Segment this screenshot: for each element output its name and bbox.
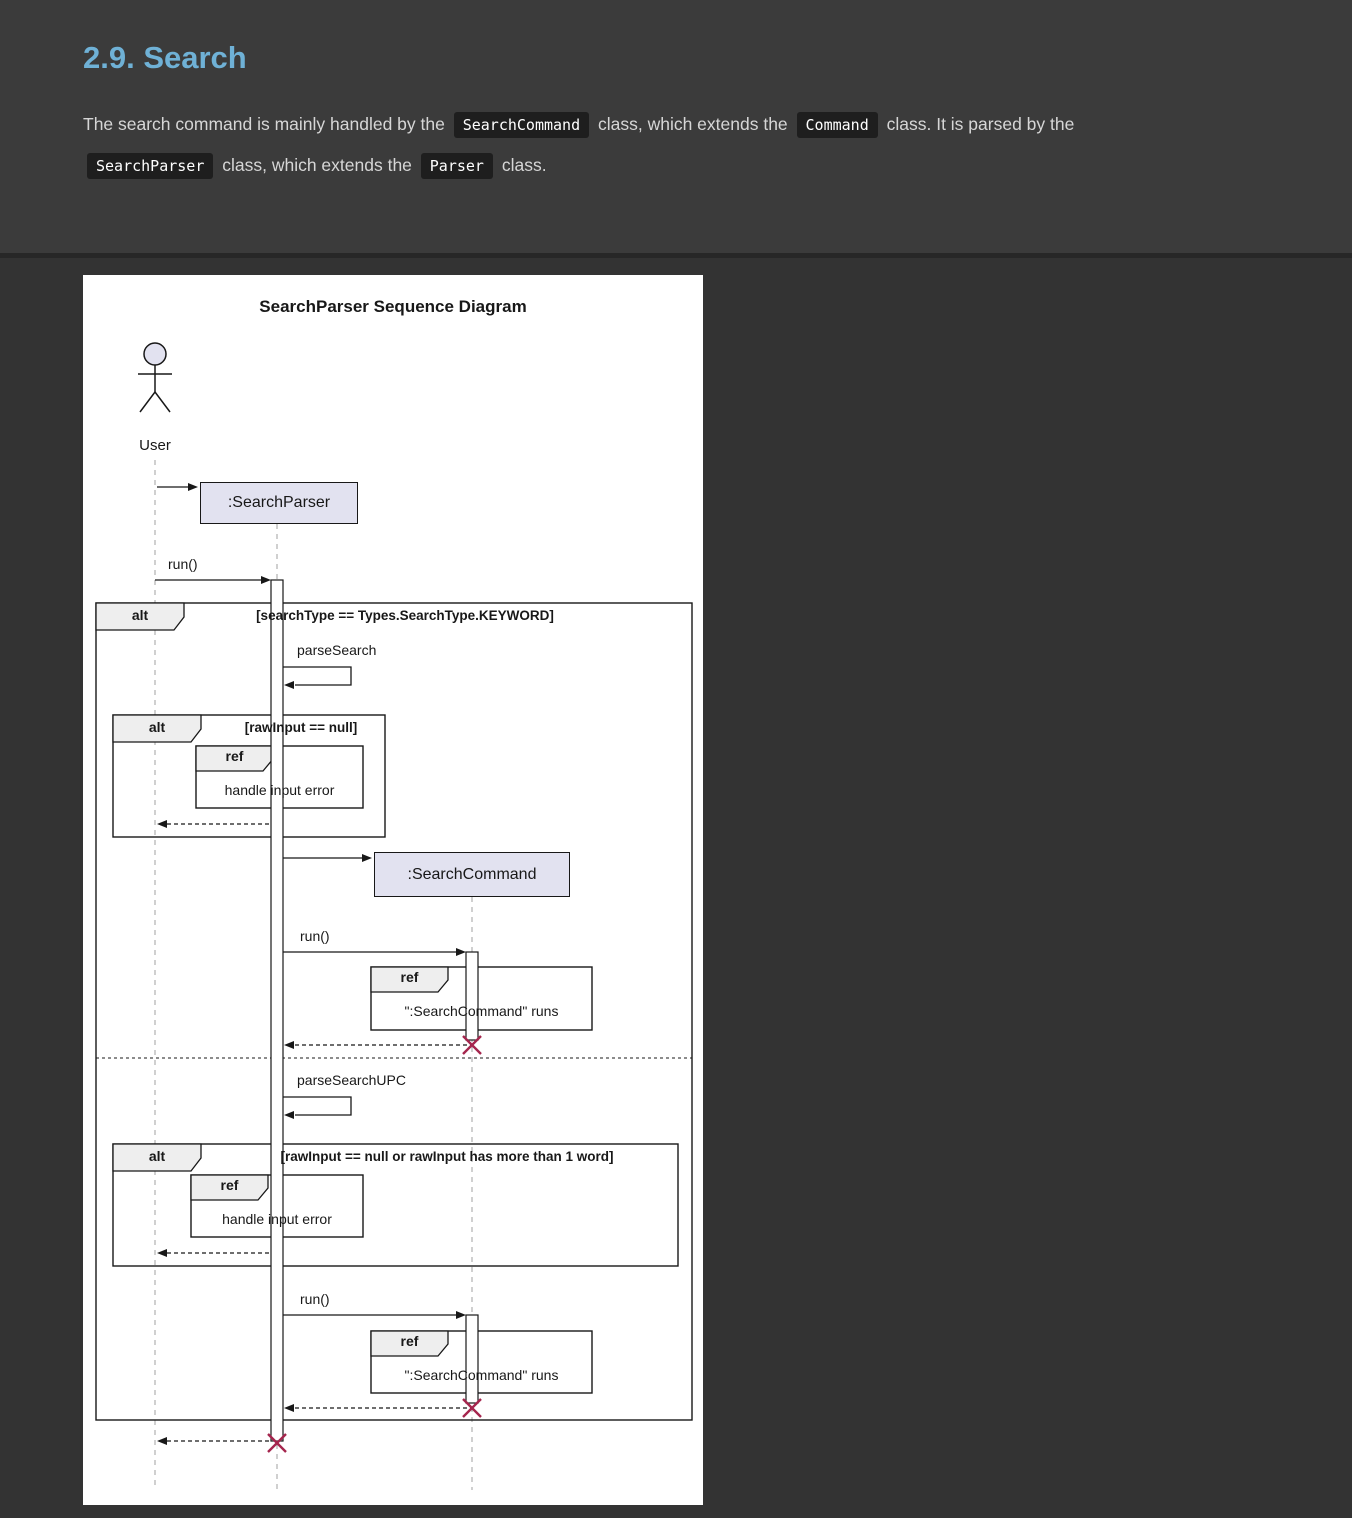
- message-run-command-2: run(): [300, 1291, 330, 1307]
- run-command-arrow-2: [283, 1311, 466, 1319]
- message-run-command-1: run(): [300, 928, 330, 944]
- actor-label: User: [139, 437, 171, 454]
- sequence-diagram-panel: [83, 275, 703, 1505]
- message-parsesearch: parseSearch: [297, 642, 377, 658]
- participant-searchcommand: :SearchCommand: [374, 852, 570, 897]
- inner-alt1-operator: alt: [148, 719, 166, 735]
- doc-header: [0, 0, 1352, 258]
- diagram-title: SearchParser Sequence Diagram: [259, 297, 527, 316]
- return-to-user-arrow-1: [157, 820, 271, 828]
- return-to-parser-arrow-2: [284, 1404, 472, 1412]
- inner-alt2-operator: alt: [148, 1148, 166, 1164]
- intro-paragraph: [83, 104, 1269, 186]
- user-actor-icon: [138, 343, 172, 412]
- create-searchcommand-arrow: [283, 854, 372, 862]
- participant-searchparser: :SearchParser: [200, 482, 358, 524]
- intro-text-1: The search command is mainly handled by the: [83, 114, 450, 134]
- create-searchparser-arrow: [157, 483, 198, 491]
- ref2-label: ":SearchCommand" runs: [404, 1003, 559, 1019]
- intro-text-2: class, which extends the: [593, 114, 793, 134]
- inner-alt2-guard: [rawInput == null or rawInput has more than 1 word]: [280, 1149, 614, 1164]
- message-run-parser: run(): [168, 556, 198, 572]
- searchparser-activation: [271, 580, 283, 1441]
- inline-code-searchcommand: SearchCommand: [454, 112, 589, 138]
- inner-alt1-guard: [rawInput == null]: [244, 720, 358, 735]
- parsesearchupc-self-arrow: [283, 1097, 351, 1119]
- section-heading: 2.9. Search: [83, 40, 247, 75]
- ref4-operator: ref: [400, 1333, 419, 1349]
- ref1-label: handle input error: [224, 781, 335, 798]
- outer-alt-guard: [searchType == Types.SearchType.KEYWORD]: [256, 608, 554, 623]
- inline-code-command: Command: [797, 112, 878, 138]
- ref2-operator: ref: [400, 969, 419, 985]
- message-parsesearchupc: parseSearchUPC: [297, 1072, 406, 1088]
- inline-code-parser: Parser: [421, 153, 493, 179]
- ref1-operator: ref: [225, 748, 244, 764]
- ref3-label: handle input error: [222, 1210, 332, 1227]
- return-to-user-arrow-2: [157, 1249, 271, 1257]
- intro-text-5: class.: [496, 155, 547, 176]
- inline-code-searchparser: SearchParser: [87, 153, 213, 179]
- final-return-to-user-arrow: [157, 1437, 271, 1445]
- intro-text-3: class. It is parsed by the: [881, 114, 1075, 134]
- run-command-arrow-1: [283, 948, 466, 956]
- ref4-label: ":SearchCommand" runs: [404, 1366, 559, 1383]
- outer-alt-operator: alt: [131, 607, 149, 623]
- run-parser-arrow: [155, 576, 271, 584]
- intro-text-4: class, which extends the: [217, 155, 417, 176]
- ref3-operator: ref: [220, 1177, 239, 1193]
- parsesearch-self-arrow: [283, 667, 351, 689]
- return-to-parser-arrow-1: [284, 1041, 472, 1049]
- content-area: [0, 258, 1352, 1505]
